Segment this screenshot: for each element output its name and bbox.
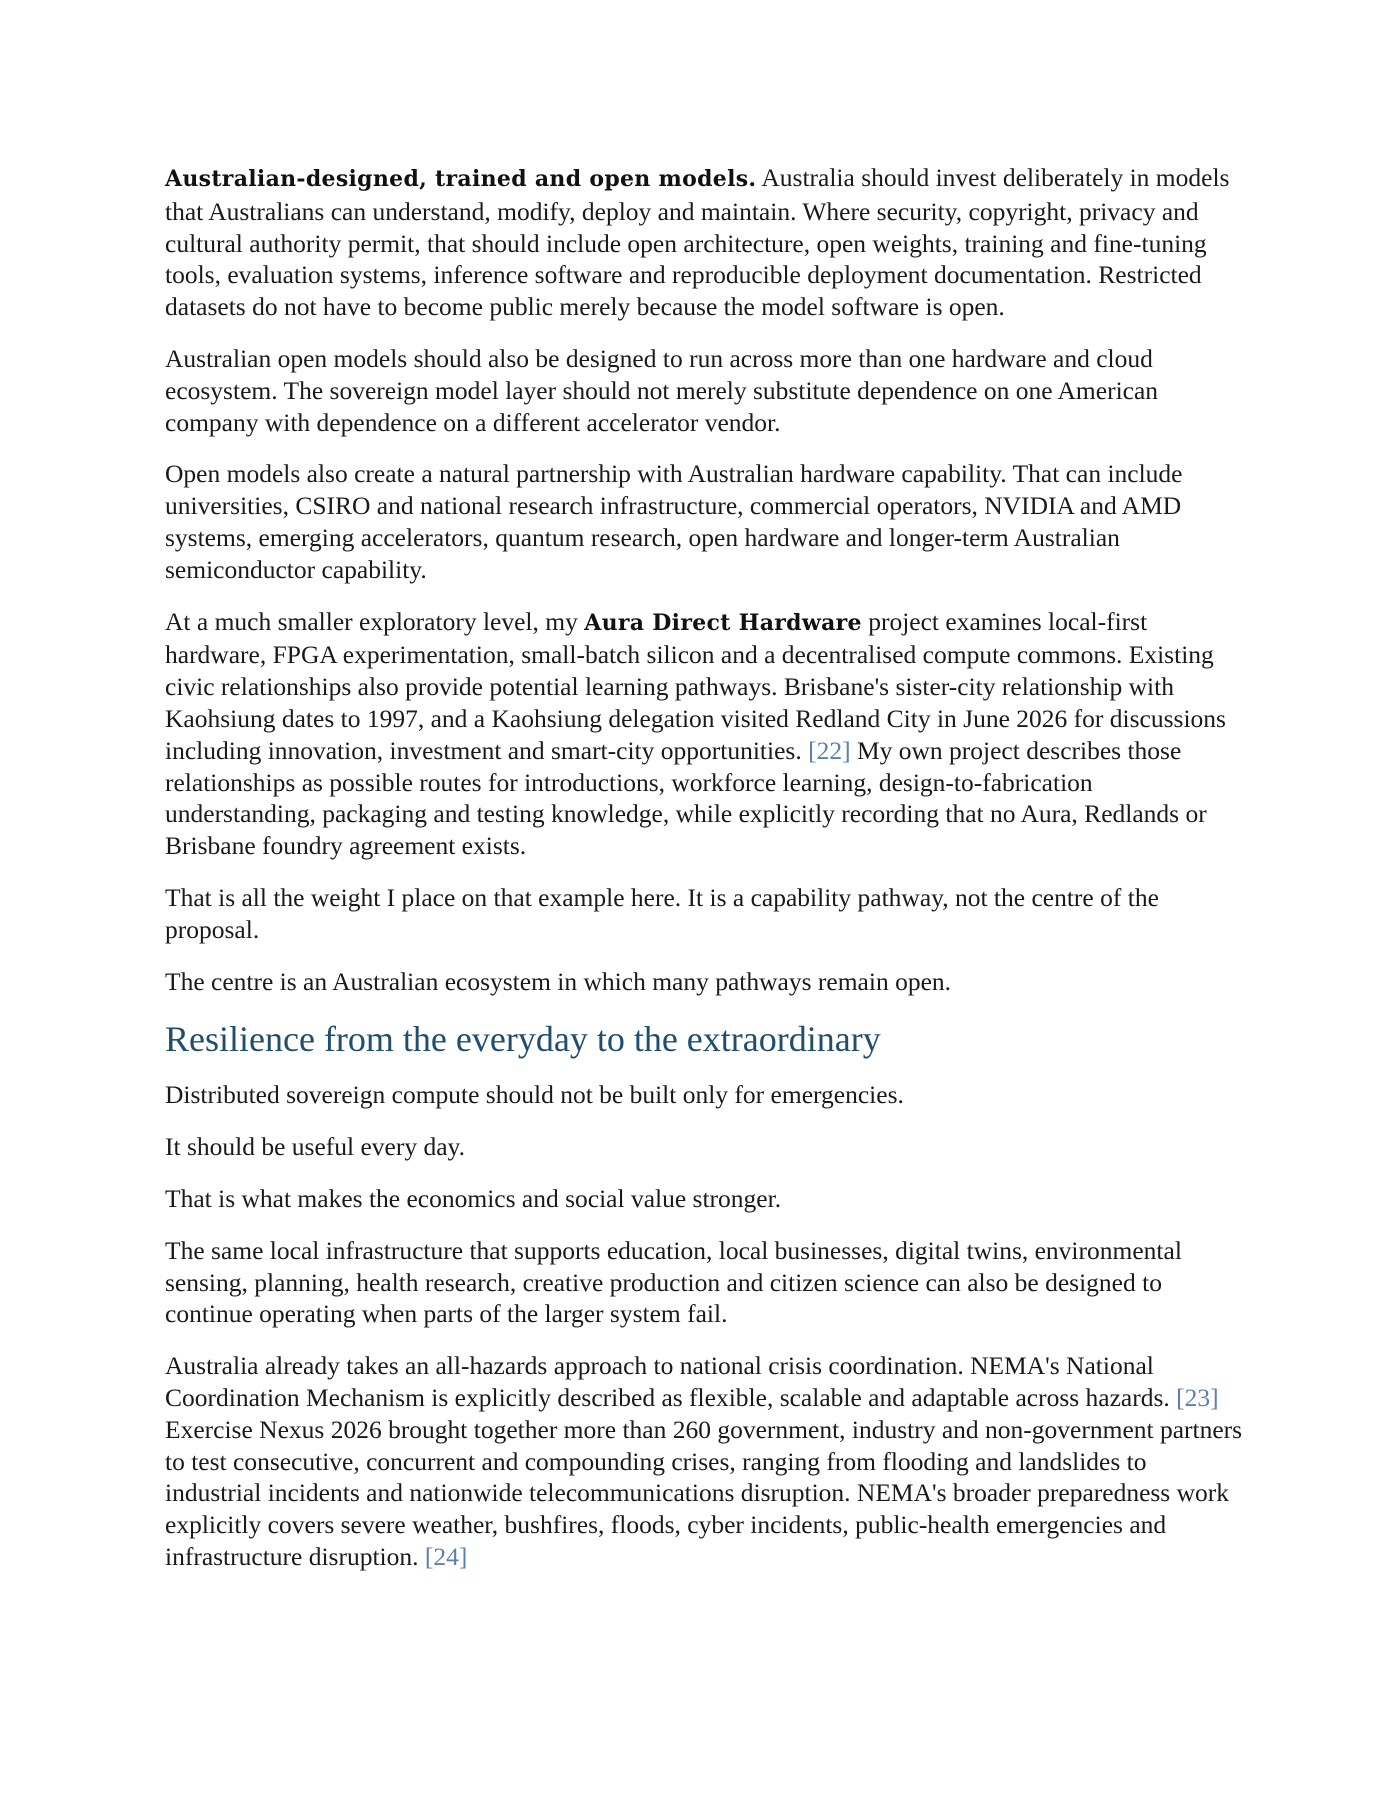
- paragraph-text: project examines local-first hardware, FPGA experimentation, small-batch silicon and a decentralised compute commons. Existing civic relationships also provide potential learning pathways. Brisbane's sister-city relationship with Kaohsiung dates to 1997, and a Kaohsiung delegation visited Redland City in June 2026 for discussions including innovation, investment and smart-city opportunities.: [165, 606, 1226, 765]
- paragraph-all-hazards: [165, 1350, 1245, 1573]
- paragraph-text: Exercise Nexus 2026 brought together more than 260 government, industry and non-government partners to test consecutive, concurrent and compounding crises, ranging from flooding and landslides to industrial incidents and nationwide telecommunications disruption. NEMA's broader preparedness work explicitly covers severe weather, bushfires, floods, cyber incidents, public-health emergencies and infrastructure disruption.: [165, 1414, 1243, 1571]
- paragraph-useful-every-day: It should be useful every day.: [165, 1132, 466, 1162]
- paragraph-text: My own project describes those relationships as possible routes for introductions, workforce learning, design-to-fabrication understanding, packaging and testing knowledge, while explicitly recording that no Aura, Redlands or Brisbane foundry agreement exists.: [165, 735, 1207, 861]
- paragraph-hardware-partnership: Open models also create a natural partnership with Australian hardware capability. That can include universities, CSIRO and national research infrastructure, commercial operators, NVIDIA and AMD systems, emerging accelerators, quantum research, open hardware and longer-term Australian semiconductor capability.: [165, 459, 1183, 584]
- paragraph-local-infrastructure: The same local infrastructure that supports education, local businesses, digital twins, environmental sensing, planning, health research, creative production and citizen science can also be designed to continue operating when parts of the larger system fail.: [165, 1235, 1182, 1329]
- paragraph-hardware-ecosystems: Australian open models should also be designed to run across more than one hardware and cloud ecosystem. The sovereign model layer should not merely substitute dependence on one American company with dependence on a different accelerator vendor.: [165, 343, 1159, 437]
- paragraph-lead-heading: Australian-designed, trained and open models.: [165, 166, 757, 192]
- paragraph-text: Australia already takes an all-hazards approach to national crisis coordination. NEMA's National Coordination Mechanism is explicitly described as flexible, scalable and adaptable across hazards.: [165, 1351, 1177, 1412]
- paragraph-text: At a much smaller exploratory level, my: [165, 606, 585, 636]
- paragraph-text: Australia should invest deliberately in models that Australians can understand, modify, deploy and maintain. Where security, copyright, privacy and cultural authority permit, that should include open architecture, open weights, training and fine-tuning tools, evaluation systems, inference software and reproducible deployment documentation. Restricted datasets do not have to become public merely because the model software is open.: [165, 163, 1230, 322]
- section-heading: Resilience from the everyday to the extraordinary: [165, 1019, 881, 1060]
- citation-link-23[interactable]: [23]: [1176, 1382, 1219, 1412]
- project-name-emphasis: Aura Direct Hardware: [584, 609, 862, 636]
- citation-link-22[interactable]: [22]: [808, 735, 851, 765]
- paragraph-economics: That is what makes the economics and social value stronger.: [165, 1183, 782, 1213]
- paragraph-open-models: [165, 162, 1245, 323]
- paragraph-ecosystem-centre: The centre is an Australian ecosystem in which many pathways remain open.: [165, 966, 952, 996]
- paragraph-aura-project: [165, 606, 1245, 862]
- citation-link-24[interactable]: [24]: [424, 1541, 468, 1571]
- document-page: [165, 162, 1245, 1593]
- paragraph-capability-pathway: That is all the weight I place on that example here. It is a capability pathway, not the centre of the proposal.: [165, 882, 1159, 944]
- paragraph-not-only-emergencies: Distributed sovereign compute should not be built only for emergencies.: [165, 1080, 904, 1110]
